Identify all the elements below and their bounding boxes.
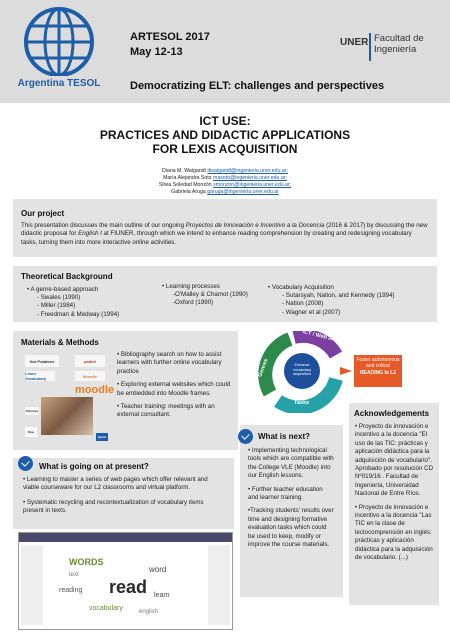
diagram-center: Enhance vocabulary acquisition [292,363,312,376]
conference-info [130,30,210,60]
diigo-logo [25,427,37,437]
logo-label: Learn Vocabulary [25,371,47,381]
title-line2: PRACTICES AND DIDACTIC APPLICATIONS [99,128,351,142]
next-bullets [248,447,334,549]
diagram-label-top: ICT / Web 2.0 [301,328,337,344]
author-email[interactable]: smonzon@ingenieria.uner.edu.ar; [213,182,292,188]
faculty-line1: Facultad de [374,33,424,44]
list-item: - Wagner et al (2007) [282,308,341,316]
author-email[interactable]: dwaigandt@ingenieria.uner.edu.ar; [207,168,288,174]
check-icon [18,456,33,471]
project-text-1: This presentation discusses the main outline of our ongoing [21,222,186,229]
list-item: • Exploring external websites which could be embedded into Moodle frames. [117,381,231,397]
foster-box [354,355,402,387]
list-item: - Miller (1984) [37,302,76,310]
author-list [0,168,450,196]
cloud-word: reading [59,587,83,594]
logo-label: Hot Potatoes [29,358,55,364]
uner-abbrev: UNER [340,37,369,48]
author-line [0,175,450,182]
list-item: -O'Malley & Chamot (1990) [173,291,248,299]
artesol-logo [9,6,109,96]
cloud-word: word [149,565,167,574]
list-item: • Proyecto de innovación e incentivo a la docencia "Las TIC en la clase de lectocomprensión en inglés: prácticas y aplicación didáctica para la adquisición de vocabulario. (...) [355,503,433,562]
title-line1: ICT USE: [199,114,251,128]
author-line [0,189,450,196]
check-icon [238,429,253,444]
present-box [13,458,234,529]
cloud-word: learn [154,592,170,599]
cloud-word: read [109,577,148,597]
logo-label: Quizlet [97,435,107,439]
background-col1 [27,286,119,319]
present-heading: What is going on at present? [39,462,149,471]
globe-icon [9,6,109,76]
list-item: • Proyecto de innovación e incentivo a la docencia "El uso de las TIC: prácticas y aplicación didáctica para la adquisición de vocabulario". Aprobado por resolución CD Nº019/16 . Facultad de Ingeniería, Universidad Nacional de Entre Ríos. [355,423,434,498]
hot-potatoes-logo [25,355,59,367]
logo-text: Argentina TESOL [17,78,101,89]
project-text-3: at FIUNER, through which we intend to enhance reading comprehension by creating and redesigning vocabulary tasks, turning them into more interactive online activities. [21,230,412,246]
materials-box [13,331,238,450]
author-name: María Alejandra Soto [163,175,212,181]
logo-label: Moodle [83,373,97,379]
materials-bullets [117,351,232,420]
author-email[interactable]: garuga@ingenieria.uner.edu.ar [207,189,279,195]
moodle-logo-small [75,371,105,381]
author-line [0,168,450,175]
background-col2 [162,283,248,308]
screenshot-header [19,533,232,542]
author-name: Silvia Soledad Monzón [158,182,212,188]
screenshot-sidebar [21,545,43,625]
present-bullets [23,476,223,516]
list-item: • Systematic recycling and recontextualization of vocabulary items present in texts. [23,498,204,515]
author-line [0,182,450,189]
faculty-line2: Ingeniería [374,44,417,55]
background-heading: Theoretical Background [21,272,113,281]
project-text-2: (2016 & 2017) by discussing the new didactic proposal for [21,222,428,238]
cloud-word: WORDS [69,557,104,567]
list-item: • Further teacher education and learner training. [248,485,323,502]
header-band [0,0,450,103]
list-item: - Nation (2008) [282,300,324,308]
next-box [240,425,343,597]
author-name: Diana M. Waigandt [162,168,206,174]
poster-title [0,114,450,156]
author-email[interactable]: masoto@ingenieria.uner.edu.ar; [213,175,287,181]
ack-bullets [355,423,435,563]
materials-heading: Materials & Methods [21,338,99,347]
screenshot-sidebar-right [208,545,230,625]
faculty-name [374,33,424,55]
slideshare-logo [25,407,39,415]
list-item: •Tracking students' results over time and designing formative evaluation tasks which could be used to keep, modify or improve the course materials. [248,507,334,549]
uner-logo [340,33,440,63]
logo-label: Slideshare [25,409,39,413]
list-item: • Bibliography search on how to assist learners with further online vocabulary practice [117,351,222,375]
learn-vocabulary-logo [25,371,55,381]
list-item: • Implementing technological tools which are compatible with the College VLE (Moodle) into our English lessons. [248,447,334,480]
padlet-logo [75,355,105,367]
classroom-photo [41,397,93,435]
moodle-screenshot [18,532,233,630]
list-item: • A genre-based approach [27,286,99,293]
list-item: • Vocabulary Acquisition [268,284,334,291]
list-item: - Swales (1990) [37,294,81,302]
diagram-label-bottom: Tasks [294,400,310,406]
project-heading: Our project [21,209,65,218]
ack-heading: Acknowledgements [354,409,430,418]
list-item: - Sutarsyah, Nation, and Kennedy (1994) [282,292,395,300]
quizlet-logo [96,433,108,441]
list-item: • Learning processes [162,283,220,290]
conference-theme: Democratizing ELT: challenges and perspectives [130,80,385,92]
list-item: - Freedman & Medway (1994) [37,310,120,318]
logo-divider [369,33,371,61]
list-item: • Teacher training: meetings with an external consultant. [117,403,215,419]
course-name: English I [78,230,102,238]
list-item: -Oxford (1990) [173,299,214,307]
cloud-word: text [69,572,79,578]
ack-box [349,403,439,605]
diagram-label-left: Genres [257,358,270,378]
background-col3 [268,284,394,317]
foster-emphasis: READING in L2 [359,369,397,376]
logo-label: Diigo [27,430,35,434]
logo-label: padlet [84,358,96,364]
cycle-graphic [252,328,442,413]
title-line3: FOR LEXIS ACQUISITION [152,142,298,156]
author-name: Gabriela Aruga [171,189,206,195]
foster-text: Foster autonomous and critical [356,357,400,370]
cloud-word: vocabulary [89,605,123,612]
background-box [13,266,437,322]
moodle-wordmark: moodle [75,384,115,396]
project-title: Proyectos de Innovación e Incentivo a la Docencia [185,222,325,229]
project-text [21,222,429,247]
project-box [13,199,437,257]
list-item: • Learning to master a series of web pages which offer relevant and viable courseware for our L2 classrooms and virtual platform. [23,476,208,492]
cloud-word: english [139,609,159,615]
next-heading: What is next? [258,432,311,441]
conference-name: ARTESOL 2017 [130,31,210,43]
cycle-diagram [252,328,442,413]
word-cloud [49,547,199,625]
conference-dates: May 12-13 [130,46,183,58]
